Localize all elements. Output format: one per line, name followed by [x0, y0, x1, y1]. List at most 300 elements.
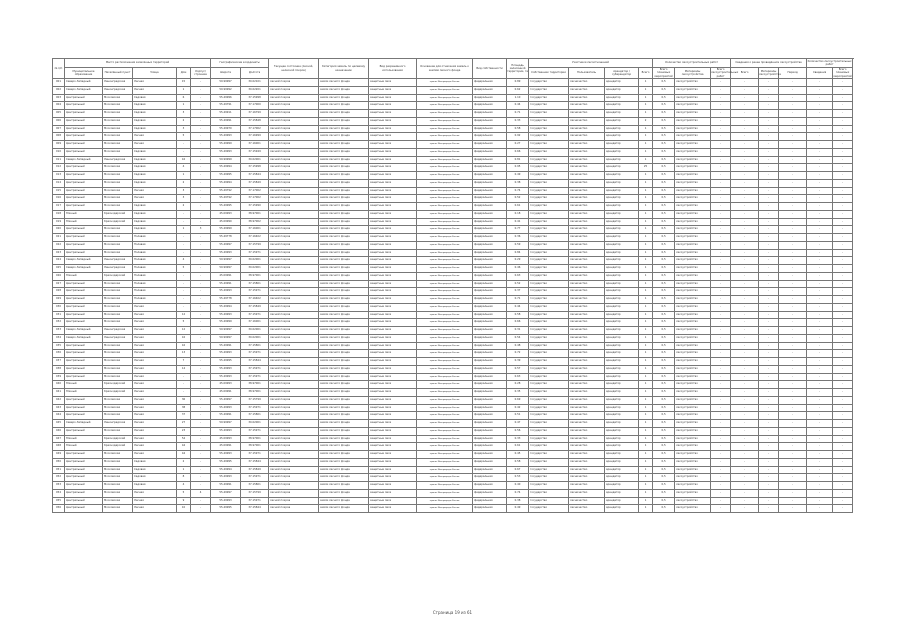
- table-cell: земли лесного фонда: [319, 435, 369, 443]
- table-cell: -: [191, 482, 211, 490]
- table-cell: 37.15849: [241, 466, 269, 474]
- table-cell: федеральная: [473, 404, 507, 412]
- table-cell: 0,5: [653, 435, 675, 443]
- table-cell: Лесная: [133, 443, 177, 451]
- table-cell: Центральный: [65, 234, 103, 242]
- header-column-10: Всего: [639, 68, 653, 79]
- table-cell: -: [807, 373, 833, 381]
- table-cell: 014: [53, 179, 65, 187]
- table-row: [53, 234, 853, 242]
- table-cell: лесничество: [569, 482, 605, 490]
- table-cell: 1: [639, 365, 653, 373]
- table-cell: -: [833, 280, 853, 288]
- table-cell: федеральная: [473, 94, 507, 102]
- table-cell: лесоустройство: [675, 296, 711, 304]
- table-cell: лесничество: [569, 396, 605, 404]
- table-row: [53, 412, 853, 420]
- table-cell: лесоустройство: [675, 497, 711, 505]
- table-cell: Лесная: [133, 451, 177, 459]
- table-cell: приказ Минприроды России: [417, 350, 473, 358]
- table-cell: -: [731, 505, 759, 513]
- table-cell: лесничество: [569, 451, 605, 459]
- table-cell: лесной покров: [269, 141, 319, 149]
- table-cell: арендатор: [605, 303, 639, 311]
- table-cell: 0,5: [653, 195, 675, 203]
- table-cell: приказ Минприроды России: [417, 156, 473, 164]
- table-cell: -: [833, 164, 853, 172]
- table-cell: -: [779, 141, 807, 149]
- table-cell: -: [711, 249, 731, 257]
- table-cell: -: [833, 342, 853, 350]
- table-cell: лесничество: [569, 102, 605, 110]
- table-cell: 37.16001: [241, 226, 269, 234]
- table-cell: -: [759, 234, 779, 242]
- table-cell: государство: [529, 458, 569, 466]
- table-cell: -: [191, 420, 211, 428]
- table-cell: 0,5: [653, 474, 675, 482]
- table-cell: 55.49995: [211, 358, 241, 366]
- table-cell: 37: [177, 412, 191, 420]
- table-cell: государство: [529, 110, 569, 118]
- table-cell: 55.49999: [211, 226, 241, 234]
- table-cell: 0.67: [507, 466, 529, 474]
- table-cell: 30.02001: [241, 156, 269, 164]
- table-cell: Лесная: [133, 373, 177, 381]
- register-sheet: [52, 58, 851, 513]
- table-cell: -: [779, 420, 807, 428]
- table-cell: лесоустройство: [675, 350, 711, 358]
- table-cell: -: [779, 257, 807, 265]
- table-cell: Московская: [103, 102, 133, 110]
- table-cell: -: [833, 334, 853, 342]
- table-cell: Садовая: [133, 110, 177, 118]
- table-cell: Южный: [65, 272, 103, 280]
- table-cell: 0,5: [653, 489, 675, 497]
- table-cell: -: [779, 311, 807, 319]
- table-cell: 1: [177, 102, 191, 110]
- table-cell: -: [711, 412, 731, 420]
- table-cell: земли лесного фонда: [319, 257, 369, 265]
- table-cell: Московская: [103, 404, 133, 412]
- table-cell: -: [779, 505, 807, 513]
- table-cell: защитные леса: [369, 117, 417, 125]
- table-cell: -: [779, 172, 807, 180]
- table-cell: арендатор: [605, 272, 639, 280]
- table-cell: -: [191, 342, 211, 350]
- table-cell: федеральная: [473, 133, 507, 141]
- table-cell: земли лесного фонда: [319, 164, 369, 172]
- table-cell: федеральная: [473, 288, 507, 296]
- table-cell: -: [759, 358, 779, 366]
- table-cell: защитные леса: [369, 482, 417, 490]
- table-cell: арендатор: [605, 373, 639, 381]
- table-cell: лесничество: [569, 489, 605, 497]
- table-cell: Центральный: [65, 303, 103, 311]
- table-cell: -: [711, 148, 731, 156]
- table-cell: -: [779, 79, 807, 87]
- table-cell: арендатор: [605, 435, 639, 443]
- table-cell: лесной покров: [269, 404, 319, 412]
- table-cell: 37.15971: [241, 350, 269, 358]
- table-cell: Ленинградская: [103, 265, 133, 273]
- table-cell: лесной покров: [269, 497, 319, 505]
- table-cell: -: [779, 412, 807, 420]
- table-cell: 45.09993: [211, 381, 241, 389]
- table-cell: 026: [53, 272, 65, 280]
- table-cell: Садовая: [133, 203, 177, 211]
- table-cell: -: [191, 497, 211, 505]
- table-cell: лесной покров: [269, 489, 319, 497]
- header-group-3: Текущее состояние (лесной, нелесной покров): [269, 59, 319, 79]
- table-cell: Лесная: [133, 141, 177, 149]
- table-cell: Ленинградская: [103, 420, 133, 428]
- table-cell: 0.31: [507, 327, 529, 335]
- table-cell: лесничество: [569, 133, 605, 141]
- table-cell: арендатор: [605, 164, 639, 172]
- table-cell: 12: [177, 311, 191, 319]
- table-cell: -: [759, 303, 779, 311]
- table-cell: Лесная: [133, 133, 177, 141]
- table-cell: -: [759, 412, 779, 420]
- table-cell: арендатор: [605, 79, 639, 87]
- table-cell: лесоустройство: [675, 218, 711, 226]
- table-cell: защитные леса: [369, 443, 417, 451]
- table-cell: -: [731, 272, 759, 280]
- table-cell: 37.16799: [241, 110, 269, 118]
- table-cell: государство: [529, 257, 569, 265]
- table-cell: -: [833, 489, 853, 497]
- table-cell: 0.39: [507, 358, 529, 366]
- table-cell: -: [177, 272, 191, 280]
- table-cell: лесоустройство: [675, 482, 711, 490]
- table-cell: Московская: [103, 117, 133, 125]
- table-cell: -: [807, 334, 833, 342]
- table-cell: Московская: [103, 125, 133, 133]
- table-cell: Северо-Западный: [65, 79, 103, 87]
- table-cell: -: [191, 272, 211, 280]
- table-cell: Московская: [103, 94, 133, 102]
- table-cell: -: [833, 420, 853, 428]
- table-cell: лесоустройство: [675, 102, 711, 110]
- table-cell: 0.69: [507, 396, 529, 404]
- header-group-11: Сведения о ранее проведённом лесоустройстве: [731, 59, 807, 68]
- table-cell: лесничество: [569, 272, 605, 280]
- table-row: [53, 296, 853, 304]
- table-cell: федеральная: [473, 358, 507, 366]
- table-cell: -: [191, 365, 211, 373]
- table-cell: лесоустройство: [675, 288, 711, 296]
- table-cell: приказ Минприроды России: [417, 195, 473, 203]
- table-cell: 052: [53, 474, 65, 482]
- table-cell: государство: [529, 466, 569, 474]
- table-cell: 1: [639, 226, 653, 234]
- table-cell: лесничество: [569, 497, 605, 505]
- table-cell: федеральная: [473, 505, 507, 513]
- table-cell: 37.15971: [241, 249, 269, 257]
- table-cell: -: [191, 389, 211, 397]
- table-cell: -: [177, 210, 191, 218]
- table-cell: 0,5: [653, 172, 675, 180]
- table-cell: 0,5: [653, 458, 675, 466]
- table-cell: лесничество: [569, 443, 605, 451]
- table-cell: лесничество: [569, 435, 605, 443]
- table-cell: защитные леса: [369, 435, 417, 443]
- table-cell: защитные леса: [369, 179, 417, 187]
- table-cell: 0.63: [507, 373, 529, 381]
- table-cell: федеральная: [473, 381, 507, 389]
- table-cell: арендатор: [605, 443, 639, 451]
- table-cell: приказ Минприроды России: [417, 280, 473, 288]
- table-cell: 020: [53, 226, 65, 234]
- table-cell: Центральный: [65, 102, 103, 110]
- table-cell: Садовая: [133, 94, 177, 102]
- table-cell: -: [807, 327, 833, 335]
- header-column-13: Всего лесоустроительных работ: [711, 68, 739, 78]
- table-cell: Северо-Западный: [65, 156, 103, 164]
- table-cell: -: [731, 179, 759, 187]
- table-cell: федеральная: [473, 435, 507, 443]
- table-cell: -: [191, 249, 211, 257]
- table-cell: арендатор: [605, 102, 639, 110]
- table-cell: лесной покров: [269, 86, 319, 94]
- table-cell: -: [807, 257, 833, 265]
- table-cell: -: [759, 172, 779, 180]
- table-cell: государство: [529, 117, 569, 125]
- table-cell: 55.49993: [211, 249, 241, 257]
- table-row: [53, 125, 853, 133]
- table-cell: приказ Минприроды России: [417, 102, 473, 110]
- table-cell: 0.95: [507, 164, 529, 172]
- table-cell: лесной покров: [269, 272, 319, 280]
- table-cell: земли лесного фонда: [319, 110, 369, 118]
- table-cell: 38.97001: [241, 435, 269, 443]
- table-cell: -: [731, 226, 759, 234]
- table-cell: 0.51: [507, 412, 529, 420]
- table-cell: лесоустройство: [675, 451, 711, 459]
- table-cell: защитные леса: [369, 94, 417, 102]
- table-cell: государство: [529, 156, 569, 164]
- table-cell: 1: [639, 296, 653, 304]
- table-cell: -: [191, 110, 211, 118]
- table-cell: -: [191, 210, 211, 218]
- table-cell: -: [807, 148, 833, 156]
- table-cell: -: [731, 249, 759, 257]
- table-cell: -: [833, 303, 853, 311]
- table-cell: 37.15971: [241, 365, 269, 373]
- table-cell: земли лесного фонда: [319, 249, 369, 257]
- table-cell: 0,5: [653, 427, 675, 435]
- table-cell: -: [711, 296, 731, 304]
- table-row: [53, 203, 853, 211]
- table-cell: -: [779, 117, 807, 125]
- table-cell: защитные леса: [369, 420, 417, 428]
- table-cell: -: [731, 396, 759, 404]
- table-cell: лесной покров: [269, 203, 319, 211]
- table-cell: 050: [53, 458, 65, 466]
- table-cell: 1: [639, 187, 653, 195]
- table-cell: земли лесного фонда: [319, 334, 369, 342]
- table-row: [53, 110, 853, 118]
- table-cell: лесничество: [569, 86, 605, 94]
- table-cell: Центральный: [65, 373, 103, 381]
- table-cell: -: [191, 451, 211, 459]
- table-cell: федеральная: [473, 86, 507, 94]
- table-cell: -: [731, 427, 759, 435]
- table-row: [53, 210, 853, 218]
- table-cell: арендатор: [605, 389, 639, 397]
- table-cell: лесоустройство: [675, 241, 711, 249]
- table-cell: защитные леса: [369, 466, 417, 474]
- table-cell: -: [833, 435, 853, 443]
- table-cell: -: [807, 110, 833, 118]
- table-cell: 37.15844: [241, 505, 269, 513]
- table-cell: приказ Минприроды России: [417, 381, 473, 389]
- table-cell: -: [759, 451, 779, 459]
- table-cell: 1: [639, 280, 653, 288]
- table-cell: -: [833, 482, 853, 490]
- table-cell: 37.15971: [241, 427, 269, 435]
- table-cell: Московская: [103, 187, 133, 195]
- table-cell: -: [779, 164, 807, 172]
- table-cell: -: [177, 389, 191, 397]
- table-cell: лесоустройство: [675, 458, 711, 466]
- table-cell: 3: [177, 195, 191, 203]
- table-cell: 1: [639, 133, 653, 141]
- table-cell: 0.38: [507, 179, 529, 187]
- table-cell: -: [731, 210, 759, 218]
- table-cell: федеральная: [473, 203, 507, 211]
- table-cell: лесной покров: [269, 381, 319, 389]
- table-cell: -: [779, 451, 807, 459]
- table-cell: Северо-Западный: [65, 420, 103, 428]
- table-cell: 1: [639, 288, 653, 296]
- table-cell: приказ Минприроды России: [417, 311, 473, 319]
- table-cell: 1: [639, 249, 653, 257]
- table-cell: 003: [53, 94, 65, 102]
- table-cell: 4: [191, 489, 211, 497]
- table-cell: Центральный: [65, 458, 103, 466]
- table-cell: 0.37: [507, 288, 529, 296]
- table-cell: Московская: [103, 249, 133, 257]
- table-row: [53, 451, 853, 459]
- table-cell: -: [711, 141, 731, 149]
- table-cell: 0.81: [507, 156, 529, 164]
- table-cell: Лесная: [133, 303, 177, 311]
- table-cell: Лесная: [133, 420, 177, 428]
- table-cell: -: [779, 156, 807, 164]
- table-cell: лесничество: [569, 311, 605, 319]
- header-column-1: Населённый пункт: [103, 68, 133, 79]
- table-cell: лесной покров: [269, 505, 319, 513]
- table-cell: лесничество: [569, 365, 605, 373]
- table-cell: -: [779, 350, 807, 358]
- table-cell: -: [731, 311, 759, 319]
- table-cell: Московская: [103, 373, 133, 381]
- table-cell: -: [759, 319, 779, 327]
- table-cell: лесничество: [569, 358, 605, 366]
- table-cell: -: [191, 327, 211, 335]
- table-cell: -: [759, 265, 779, 273]
- table-cell: 55.49996: [211, 94, 241, 102]
- table-cell: -: [191, 265, 211, 273]
- table-cell: 59.99997: [211, 327, 241, 335]
- table-cell: Центральный: [65, 358, 103, 366]
- table-cell: Южный: [65, 381, 103, 389]
- table-cell: -: [807, 350, 833, 358]
- table-cell: -: [711, 497, 731, 505]
- table-cell: 0,5: [653, 94, 675, 102]
- table-cell: государство: [529, 303, 569, 311]
- table-cell: -: [807, 241, 833, 249]
- table-cell: 37.15848: [241, 117, 269, 125]
- table-cell: 55.49997: [211, 489, 241, 497]
- table-cell: -: [191, 187, 211, 195]
- table-cell: 0,5: [653, 505, 675, 513]
- header-column-16: Период: [779, 68, 807, 79]
- table-cell: защитные леса: [369, 86, 417, 94]
- table-cell: Лесная: [133, 327, 177, 335]
- table-cell: защитные леса: [369, 389, 417, 397]
- table-row: [53, 497, 853, 505]
- table-cell: -: [191, 350, 211, 358]
- table-cell: -: [711, 179, 731, 187]
- table-cell: государство: [529, 365, 569, 373]
- table-cell: -: [833, 234, 853, 242]
- table-cell: лесной покров: [269, 358, 319, 366]
- table-cell: -: [711, 172, 731, 180]
- table-cell: 021: [53, 234, 65, 242]
- table-cell: Южный: [65, 435, 103, 443]
- table-cell: лесничество: [569, 296, 605, 304]
- table-cell: -: [711, 125, 731, 133]
- table-cell: государство: [529, 482, 569, 490]
- table-cell: 1: [639, 443, 653, 451]
- table-cell: арендатор: [605, 94, 639, 102]
- table-cell: -: [731, 303, 759, 311]
- table-cell: 1: [639, 373, 653, 381]
- table-cell: лесной покров: [269, 280, 319, 288]
- table-cell: -: [177, 381, 191, 389]
- table-cell: Садовая: [133, 474, 177, 482]
- table-cell: 55.49778: [211, 296, 241, 304]
- table-cell: земли лесного фонда: [319, 458, 369, 466]
- table-cell: 37.15971: [241, 288, 269, 296]
- table-cell: земли лесного фонда: [319, 203, 369, 211]
- table-cell: -: [191, 156, 211, 164]
- table-cell: лесничество: [569, 257, 605, 265]
- table-cell: -: [191, 288, 211, 296]
- table-cell: 37.15849: [241, 179, 269, 187]
- table-cell: государство: [529, 443, 569, 451]
- table-cell: -: [191, 334, 211, 342]
- header-column-5: Широта: [211, 68, 241, 79]
- table-cell: 2: [177, 203, 191, 211]
- table-cell: 0,5: [653, 79, 675, 87]
- table-cell: -: [177, 303, 191, 311]
- table-cell: арендатор: [605, 133, 639, 141]
- table-cell: земли лесного фонда: [319, 505, 369, 513]
- table-cell: государство: [529, 373, 569, 381]
- table-cell: 1: [639, 257, 653, 265]
- table-cell: приказ Минприроды России: [417, 412, 473, 420]
- table-cell: приказ Минприроды России: [417, 179, 473, 187]
- table-cell: земли лесного фонда: [319, 358, 369, 366]
- table-cell: -: [711, 241, 731, 249]
- table-cell: 27: [177, 420, 191, 428]
- table-cell: -: [833, 218, 853, 226]
- table-cell: защитные леса: [369, 218, 417, 226]
- table-cell: арендатор: [605, 420, 639, 428]
